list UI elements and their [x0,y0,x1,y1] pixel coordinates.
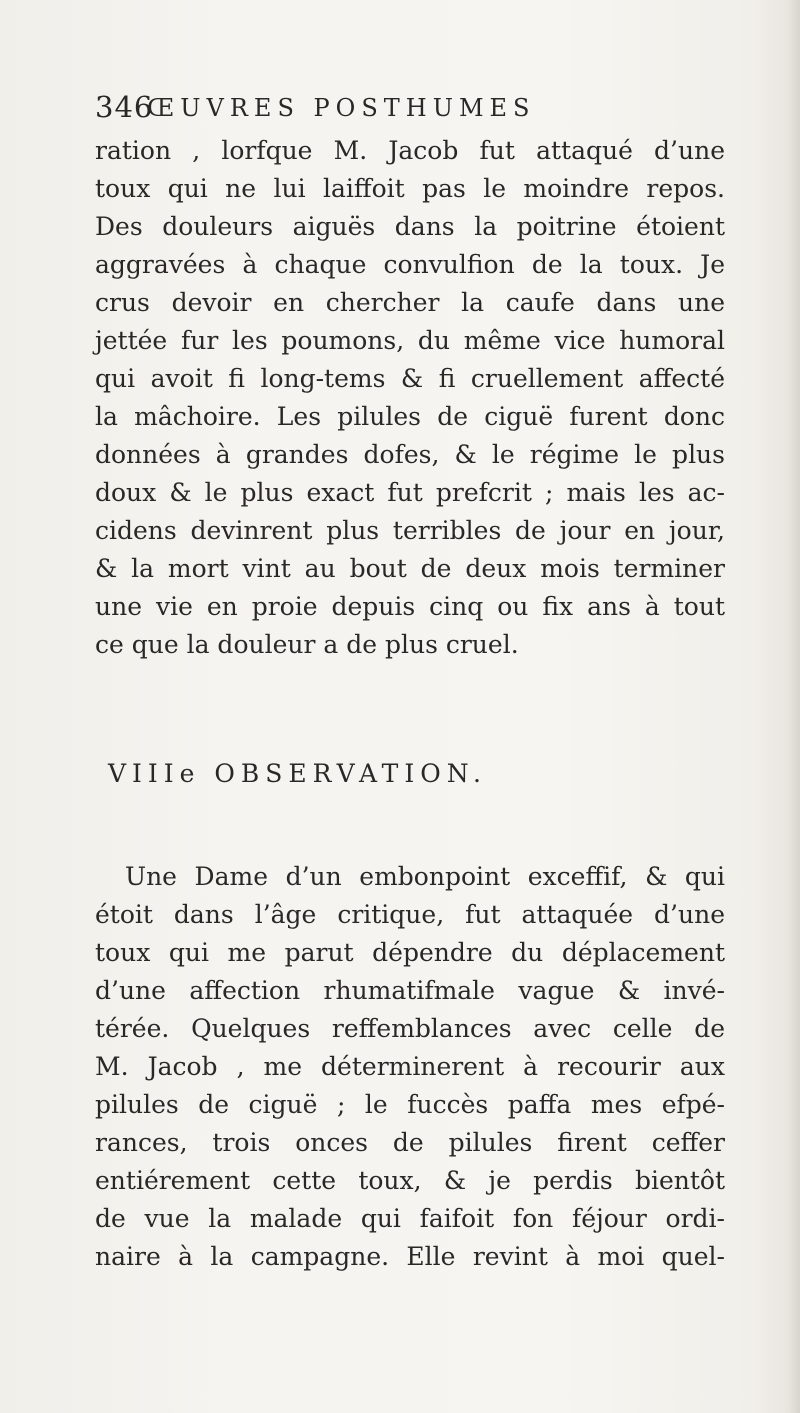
page-number: 346 [95,90,154,124]
section-heading: VIIIe OBSERVATION. [108,759,487,788]
text-line: naire à la campagne. Elle revint à moi quel- [95,1242,725,1271]
text-line: ration , lorfque M. Jacob fut attaqué d’une [95,136,725,165]
text-line: toux qui ne lui laiffoit pas le moindre repos. [95,174,725,203]
text-line: crus devoir en chercher la caufe dans une [95,288,725,317]
running-title: ŒUVRES POSTHUMES [147,94,536,122]
text-line: jettée fur les poumons, du même vice humoral [95,326,725,355]
text-line: doux & le plus exact fut prefcrit ; mais les ac- [95,478,725,507]
text-line: d’une affection rhumatifmale vague & invé- [95,976,725,1005]
text-line: données à grandes dofes, & le régime le plus [95,440,725,469]
paragraph-1 [95,132,725,664]
text-line: térée. Quelques reffemblances avec celle de [95,1014,725,1043]
text-line: rances, trois onces de pilules firent ceffer [95,1128,725,1157]
text-line: Une Dame d’un embonpoint exceffif, & qui [125,862,725,891]
text-line: qui avoit fi long-tems & fi cruellement affecté [95,364,725,393]
text-line: entiérement cette toux, & je perdis bientôt [95,1166,725,1195]
text-line: une vie en proie depuis cinq ou fix ans à tout [95,592,725,621]
text-line: étoit dans l’âge critique, fut attaquée d’une [95,900,725,929]
page-header [95,90,715,130]
text-line: de vue la malade qui faifoit fon féjour ordi- [95,1204,725,1233]
text-line: aggravées à chaque convulfion de la toux. Je [95,250,725,279]
text-line: Des douleurs aiguës dans la poitrine étoient [95,212,725,241]
text-line: cidens devinrent plus terribles de jour en jour, [95,516,725,545]
page-edge-shadow [788,0,800,1413]
text-line: & la mort vint au bout de deux mois terminer [95,554,725,583]
text-line: toux qui me parut dépendre du déplacement [95,938,725,967]
text-line: ce que la douleur a de plus cruel. [95,630,519,659]
text-line: M. Jacob , me déterminerent à recourir aux [95,1052,725,1081]
paragraph-2 [95,858,725,1276]
text-line: pilules de ciguë ; le fuccès paffa mes efpé- [95,1090,725,1119]
text-line: la mâchoire. Les pilules de ciguë furent donc [95,402,725,431]
